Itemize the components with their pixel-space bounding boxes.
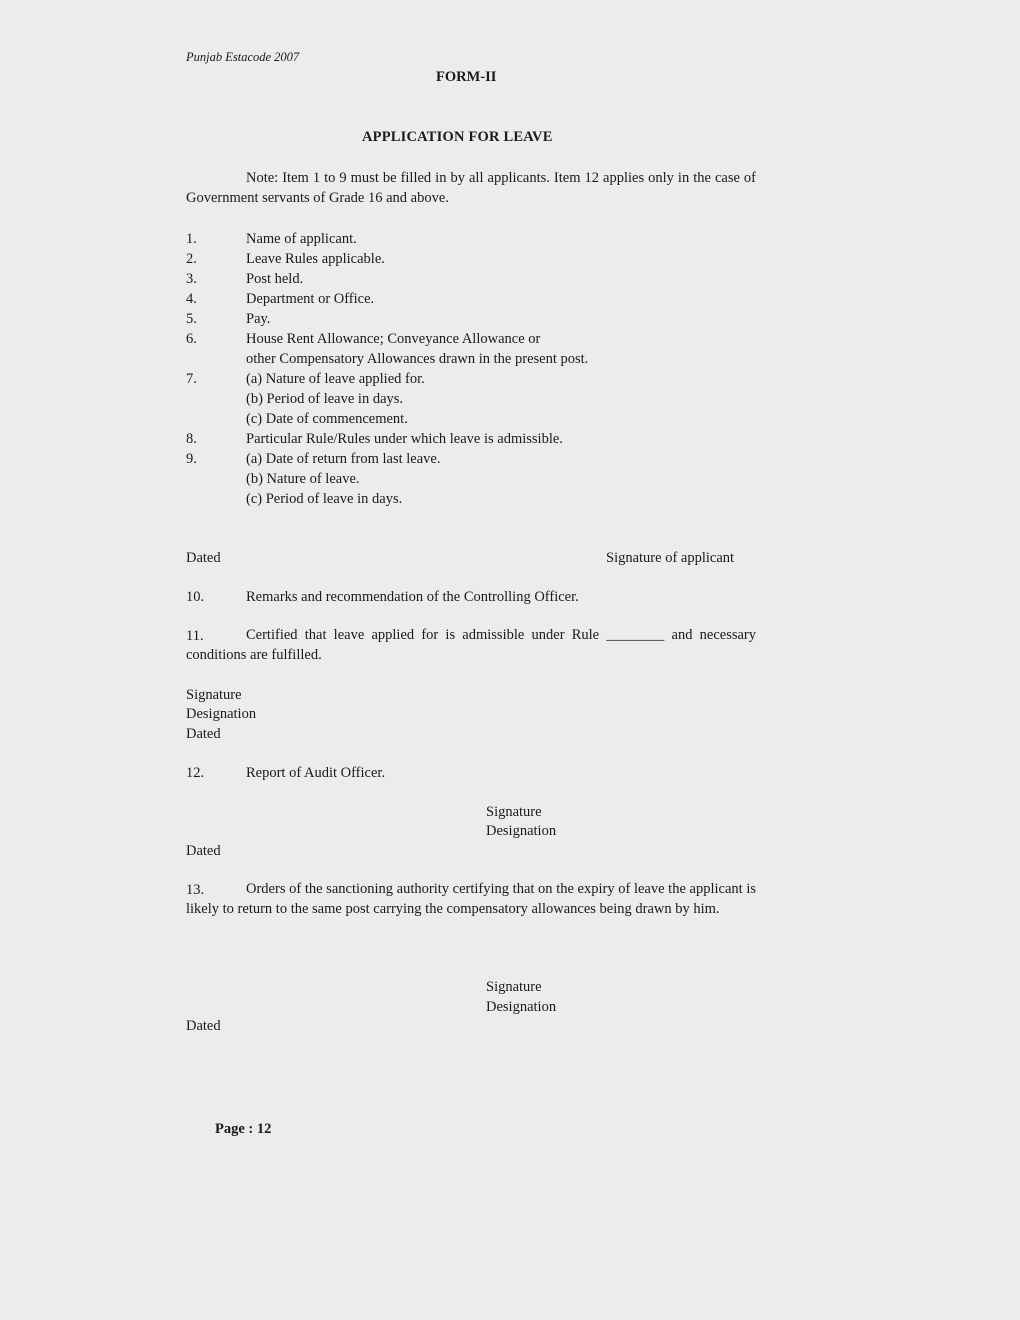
sanction-signature-label: Signature bbox=[486, 979, 542, 995]
item-7a-text: (a) Nature of leave applied for. bbox=[246, 371, 425, 387]
item-9a-text: (a) Date of return from last leave. bbox=[246, 451, 441, 467]
item-2-number: 2. bbox=[186, 251, 197, 267]
item-6-number: 6. bbox=[186, 331, 197, 347]
item-6-line-1: House Rent Allowance; Conveyance Allowance or bbox=[246, 331, 541, 347]
item-11-text: Certified that leave applied for is admissible under Rule ________ and necessary conditions are fulfilled. bbox=[186, 627, 756, 663]
running-header: Punjab Estacode 2007 bbox=[186, 50, 300, 64]
item-3-text: Post held. bbox=[246, 271, 304, 287]
item-1-number: 1. bbox=[186, 231, 197, 247]
applicant-signature-label: Signature of applicant bbox=[606, 550, 735, 566]
item-9c-text: (c) Period of leave in days. bbox=[246, 491, 403, 507]
audit-signature-label: Signature bbox=[486, 804, 542, 820]
item-7b-text: (b) Period of leave in days. bbox=[246, 391, 404, 407]
item-12-number: 12. bbox=[186, 765, 205, 781]
item-9-number: 9. bbox=[186, 451, 197, 467]
controller-signature-label: Signature bbox=[186, 687, 242, 703]
item-10-number: 10. bbox=[186, 589, 205, 605]
audit-designation-label: Designation bbox=[486, 823, 557, 839]
item-12-text: Report of Audit Officer. bbox=[246, 765, 386, 781]
item-5-number: 5. bbox=[186, 311, 197, 327]
item-13-number: 13. bbox=[186, 882, 205, 898]
item-9b-text: (b) Nature of leave. bbox=[246, 471, 360, 487]
controller-designation-label: Designation bbox=[186, 706, 257, 722]
application-title: APPLICATION FOR LEAVE bbox=[362, 129, 553, 145]
item-3-number: 3. bbox=[186, 271, 197, 287]
sanction-dated-label: Dated bbox=[186, 1018, 221, 1034]
note-paragraph: Note: Item 1 to 9 must be filled in by all applicants. Item 12 applies only in the case of Government servants of Grade 16 and above. bbox=[186, 170, 756, 206]
page-number: Page : 12 bbox=[215, 1121, 272, 1137]
item-5-text: Pay. bbox=[246, 311, 271, 327]
item-11-number: 11. bbox=[186, 628, 204, 644]
item-13-text: Orders of the sanctioning authority certifying that on the expiry of leave the applicant is likely to return to the same post carrying the compensatory allowances being drawn by him. bbox=[186, 881, 756, 917]
item-1-text: Name of applicant. bbox=[246, 231, 357, 247]
sanction-designation-label: Designation bbox=[486, 999, 557, 1015]
item-4-text: Department or Office. bbox=[246, 291, 375, 307]
item-8-number: 8. bbox=[186, 431, 197, 447]
item-4-number: 4. bbox=[186, 291, 197, 307]
item-6-line-2: other Compensatory Allowances drawn in the present post. bbox=[246, 351, 589, 367]
item-2-text: Leave Rules applicable. bbox=[246, 251, 385, 267]
applicant-dated-label: Dated bbox=[186, 550, 221, 566]
controller-dated-label: Dated bbox=[186, 726, 221, 742]
audit-dated-label: Dated bbox=[186, 843, 221, 859]
form-title: FORM-II bbox=[436, 69, 497, 85]
item-7-number: 7. bbox=[186, 371, 197, 387]
item-7c-text: (c) Date of commencement. bbox=[246, 411, 408, 427]
item-10-text: Remarks and recommendation of the Controlling Officer. bbox=[246, 589, 579, 605]
item-8-text: Particular Rule/Rules under which leave is admissible. bbox=[246, 431, 563, 447]
